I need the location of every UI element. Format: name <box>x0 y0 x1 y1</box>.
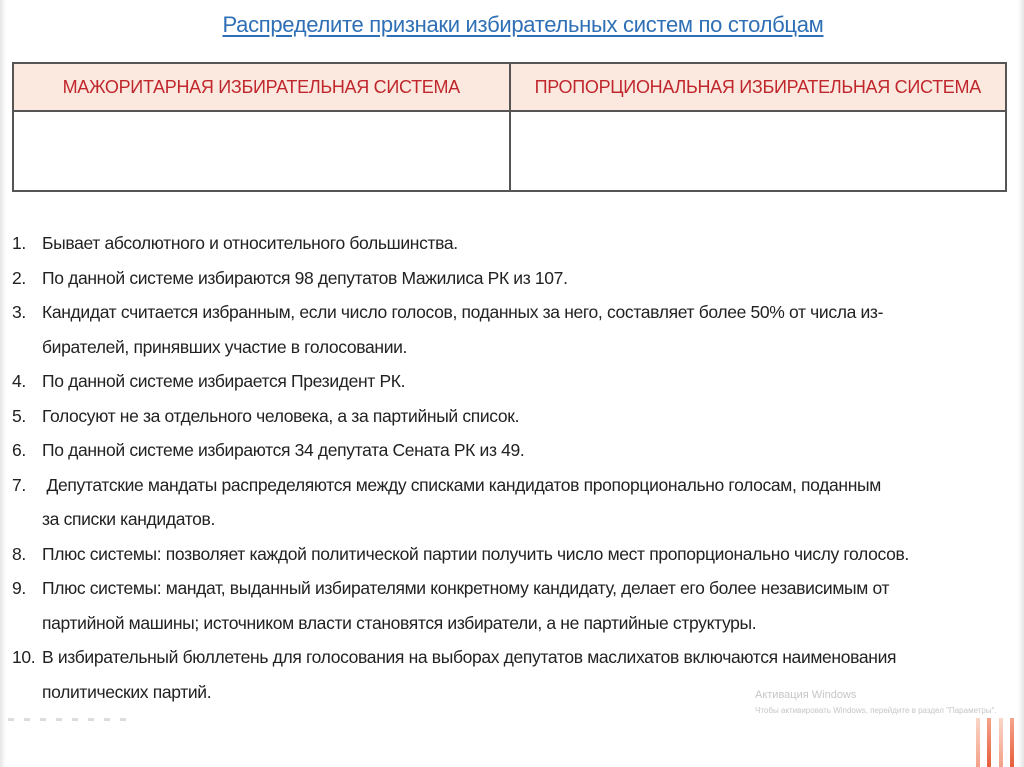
list-item-number: 10. <box>12 647 36 667</box>
list-item <box>12 640 1002 675</box>
majoritarian-cell[interactable] <box>13 111 510 191</box>
list-item-text: политических партий. <box>42 681 212 702</box>
list-item-text: В избирательный бюллетень для голосования на выборах депутатов маслихатов включаются наименования <box>42 647 897 667</box>
list-item-number <box>12 675 42 710</box>
list-item <box>12 364 1002 399</box>
list-item-number <box>12 330 42 365</box>
list-item-text: По данной системе избираются 98 депутатов Мажилиса РК из 107. <box>42 267 568 288</box>
list-item-text: По данной системе избирается Президент РК. <box>42 371 406 391</box>
list-item-number <box>12 606 42 641</box>
majoritarian-header: МАЖОРИТАРНАЯ ИЗБИРАТЕЛЬНАЯ СИСТЕМА <box>13 63 510 111</box>
windows-activation-watermark <box>755 688 997 717</box>
list-item <box>12 226 1002 261</box>
list-item-number: 1. <box>12 233 26 253</box>
list-item <box>12 468 1002 503</box>
list-item <box>12 606 1002 641</box>
list-item <box>12 433 1002 468</box>
decorative-dots <box>8 718 128 721</box>
list-item-text: Бывает абсолютного и относительного большинства. <box>42 233 458 253</box>
list-item-number: 2. <box>12 267 26 288</box>
list-item-text: партийной машины; источником власти становятся избиратели, а не партийные структуры. <box>42 612 757 633</box>
watermark-subtitle: Чтобы активировать Windows, перейдите в раздел "Параметры". <box>755 706 997 715</box>
list-item-text: По данной системе избираются 34 депутата Сената РК из 49. <box>42 440 525 460</box>
list-item-number <box>12 502 42 537</box>
slide-title: Распределите признаки избирательных систем по столбцам <box>222 12 824 37</box>
list-item-text: бирателей, принявших участие в голосовании. <box>42 336 408 357</box>
sorting-table <box>12 62 1007 192</box>
watermark-title: Активация Windows <box>755 689 857 701</box>
list-item <box>12 399 1002 434</box>
list-item-text: Плюс системы: позволяет каждой политической партии получить число мест пропорционально числу голосов. <box>42 543 909 564</box>
list-item-text: Депутатские мандаты распределяются между списками кандидатов пропорционально голосам, поданным <box>42 474 881 495</box>
list-item-number: 4. <box>12 371 26 391</box>
list-item <box>12 261 1002 296</box>
list-item <box>12 571 1002 606</box>
list-item-number: 7. <box>12 474 26 495</box>
list-item-text: Плюс системы: мандат, выданный избирателями конкретному кандидату, делает его более независимым от <box>42 578 890 598</box>
decorative-stripes <box>976 718 1014 767</box>
list-item <box>12 330 1002 365</box>
list-item-number: 3. <box>12 302 26 322</box>
list-item <box>12 295 1002 330</box>
list-item-number: 8. <box>12 543 26 564</box>
right-edge-shadow <box>1018 0 1024 767</box>
proportional-header: ПРОПОРЦИОНАЛЬНАЯ ИЗБИРАТЕЛЬНАЯ СИСТЕМА <box>510 63 1007 111</box>
proportional-cell[interactable] <box>510 111 1007 191</box>
list-item-text: Кандидат считается избранным, если число голосов, поданных за него, составляет более 50% от числа из- <box>42 302 884 322</box>
list-item <box>12 537 1002 572</box>
left-edge-shadow <box>0 0 6 767</box>
features-list <box>12 226 1002 709</box>
list-item-text: за списки кандидатов. <box>42 509 216 529</box>
list-item-text: Голосуют не за отдельного человека, а за партийный список. <box>42 405 520 426</box>
list-item <box>12 502 1002 537</box>
list-item-number: 9. <box>12 578 26 598</box>
list-item-number: 6. <box>12 440 26 460</box>
list-item-number: 5. <box>12 405 26 426</box>
